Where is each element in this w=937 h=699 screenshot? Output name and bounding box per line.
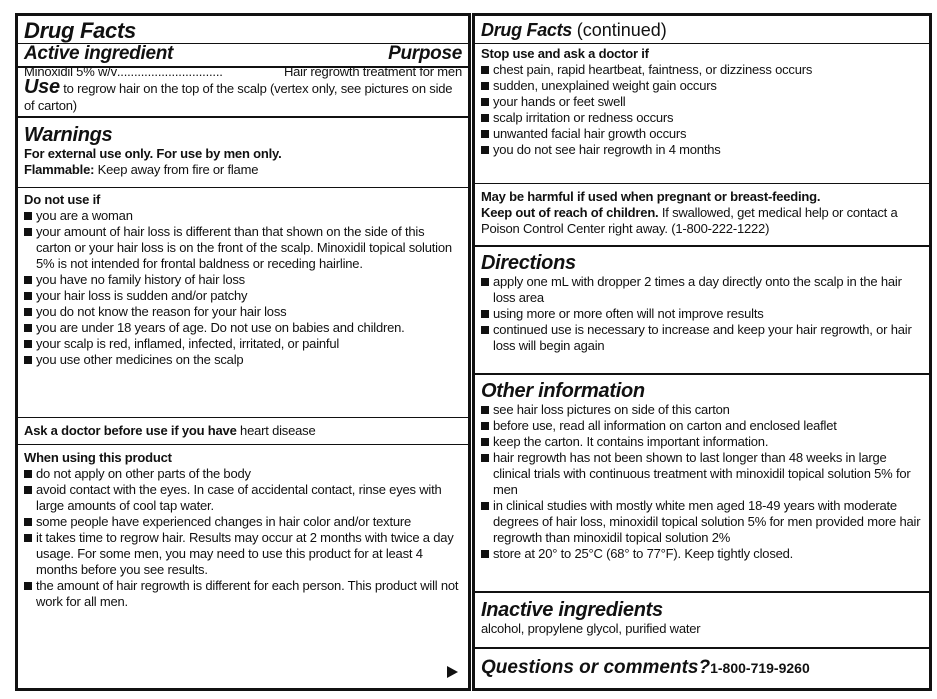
do-not-use-item-text: you are a woman [36, 208, 133, 223]
bullet-square-icon [24, 534, 32, 542]
direction-item [481, 306, 923, 322]
stop-use-list [481, 62, 923, 158]
bullet-square-icon [24, 486, 32, 494]
stop-use-item [481, 94, 923, 110]
drug-facts-label [15, 13, 932, 691]
questions-section [475, 649, 929, 682]
stop-use-item [481, 126, 923, 142]
use-text: to regrow hair on the top of the scalp (vertex only, see pictures on side of carton) [24, 81, 453, 113]
do-not-use-item [24, 272, 462, 288]
bullet-square-icon [481, 310, 489, 318]
directions-heading: Directions [481, 252, 576, 274]
when-using-item-text: some people have experienced changes in hair color and/or texture [36, 514, 412, 529]
do-not-use-item-text: your hair loss is sudden and/or patchy [36, 288, 248, 303]
continued-suffix: (continued) [576, 20, 667, 40]
other-information-item [481, 418, 923, 434]
do-not-use-item-text: your scalp is red, inflamed, infected, irritated, or painful [36, 336, 340, 351]
stop-use-item [481, 110, 923, 126]
other-information-item-text: before use, read all information on carton and enclosed leaflet [493, 418, 837, 433]
do-not-use-item-text: you do not know the reason for your hair loss [36, 304, 287, 319]
use-section [18, 68, 468, 118]
inactive-heading: Inactive ingredients [481, 599, 663, 621]
keep-out-text: If swallowed, get medical help or contact a Poison Control Center right away. (1-800-222-1222) [481, 205, 898, 236]
do-not-use-item [24, 288, 462, 304]
continued-title: Drug Facts [481, 20, 573, 40]
ingredient-name: Minoxidil 5% w/v [24, 64, 117, 79]
other-information-item [481, 402, 923, 418]
direction-item-text: using more or more often will not improve results [493, 306, 764, 321]
bullet-square-icon [481, 454, 489, 462]
other-information-item [481, 434, 923, 450]
bullet-square-icon [481, 82, 489, 90]
bullet-square-icon [481, 114, 489, 122]
bullet-square-icon [24, 228, 32, 236]
do-not-use-item-text: you use other medicines on the scalp [36, 352, 244, 367]
direction-item [481, 274, 923, 306]
bullet-square-icon [24, 308, 32, 316]
bullet-square-icon [481, 406, 489, 414]
bullet-square-icon [481, 438, 489, 446]
drug-facts-left-panel [15, 13, 471, 691]
bullet-square-icon [24, 212, 32, 220]
when-using-item-text: it takes time to regrow hair. Results may occur at 2 months with twice a day usage. For some men, you may need to use this product for at least 4 months before you see results. [36, 530, 454, 577]
stop-use-item-text: scalp irritation or redness occurs [493, 110, 674, 125]
stop-use-item-text: you do not see hair regrowth in 4 months [493, 142, 721, 157]
directions-section [475, 247, 929, 375]
direction-item-text: apply one mL with dropper 2 times a day directly onto the scalp in the hair loss area [493, 274, 902, 305]
bullet-square-icon [481, 278, 489, 286]
stop-use-item-text: unwanted facial hair growth occurs [493, 126, 687, 141]
when-using-item [24, 466, 462, 482]
ask-doctor-label: Ask a doctor before use if you have [24, 423, 237, 438]
bullet-square-icon [481, 422, 489, 430]
stop-use-item-text: your hands or feet swell [493, 94, 626, 109]
bullet-square-icon [24, 518, 32, 526]
do-not-use-heading: Do not use if [24, 192, 101, 207]
questions-heading: Questions or comments? [481, 657, 711, 678]
do-not-use-item [24, 208, 462, 224]
bullet-square-icon [24, 470, 32, 478]
direction-item [481, 322, 923, 354]
bullet-square-icon [24, 276, 32, 284]
do-not-use-item [24, 352, 462, 368]
do-not-use-item-text: you are under 18 years of age. Do not use on babies and children. [36, 320, 405, 335]
when-using-item-text: do not apply on other parts of the body [36, 466, 251, 481]
stop-use-item-text: chest pain, rapid heartbeat, faintness, or dizziness occurs [493, 62, 813, 77]
bullet-square-icon [24, 582, 32, 590]
inactive-text: alcohol, propylene glycol, purified water [481, 621, 701, 636]
bullet-square-icon [24, 340, 32, 348]
directions-list [481, 274, 923, 354]
drug-facts-title: Drug Facts [24, 18, 136, 43]
do-not-use-item [24, 336, 462, 352]
bullet-square-icon [481, 146, 489, 154]
warnings-section [18, 118, 468, 188]
pregnancy-warning: May be harmful if used when pregnant or breast-feeding. [481, 189, 821, 204]
bullet-square-icon [24, 324, 32, 332]
other-information-item [481, 450, 923, 498]
bullet-square-icon [481, 66, 489, 74]
keep-out-label: Keep out of reach of children. [481, 205, 659, 220]
do-not-use-item-text: you have no family history of hair loss [36, 272, 245, 287]
external-use-warning: For external use only. For use by men only. [24, 146, 282, 161]
flammable-label: Flammable: [24, 162, 95, 177]
bullet-square-icon [481, 130, 489, 138]
do-not-use-list [24, 208, 462, 368]
bullet-square-icon [24, 292, 32, 300]
active-ingredient-section [18, 16, 468, 79]
stop-use-item [481, 62, 923, 78]
ask-doctor-text: heart disease [240, 423, 316, 438]
other-information-section [475, 375, 929, 593]
bullet-square-icon [481, 502, 489, 510]
stop-use-item [481, 142, 923, 158]
bullet-square-icon [481, 98, 489, 106]
when-using-list [24, 466, 462, 610]
when-using-item [24, 578, 462, 610]
other-information-item [481, 546, 923, 562]
use-heading: Use [24, 76, 60, 98]
do-not-use-item [24, 320, 462, 336]
ask-doctor-section [18, 418, 468, 445]
other-information-list [481, 402, 923, 562]
inactive-ingredients-section [475, 593, 929, 649]
bullet-square-icon [24, 356, 32, 364]
warnings-heading: Warnings [24, 124, 113, 146]
other-information-item-text: hair regrowth has not been shown to last longer than 48 weeks in large clinical trials with continuous treatment with minoxidil topical solution 5% for men [493, 450, 911, 497]
when-using-item [24, 530, 462, 578]
pregnancy-section [475, 184, 929, 247]
other-information-item-text: keep the carton. It contains important information. [493, 434, 769, 449]
other-information-heading: Other information [481, 380, 645, 402]
direction-item-text: continued use is necessary to increase and keep your hair regrowth, or hair loss will begin again [493, 322, 912, 353]
flammable-text: Keep away from fire or flame [97, 162, 259, 177]
when-using-item [24, 482, 462, 514]
other-information-item-text: store at 20° to 25°C (68° to 77°F). Keep tightly closed. [493, 546, 794, 561]
do-not-use-section [18, 188, 468, 418]
other-information-item-text: in clinical studies with mostly white men aged 18-49 years with moderate degrees of hair loss, minoxidil topical solution 5% for men provided more hair regrowth than minoxidil topical solution 2% [493, 498, 921, 545]
when-using-section [18, 445, 468, 688]
active-ingredient-heading: Active ingredient [24, 43, 174, 64]
continue-arrow-icon [447, 666, 458, 678]
bullet-square-icon [481, 550, 489, 558]
when-using-item [24, 514, 462, 530]
stop-use-item [481, 78, 923, 94]
do-not-use-item [24, 224, 462, 272]
ingredient-purpose: Hair regrowth treatment for men [283, 64, 462, 79]
stop-use-section [475, 16, 929, 184]
when-using-heading: When using this product [24, 450, 172, 465]
other-information-item-text: see hair loss pictures on side of this carton [493, 402, 730, 417]
when-using-item-text: the amount of hair regrowth is different for each person. This product will not work for all men. [36, 578, 459, 609]
bullet-square-icon [481, 326, 489, 334]
leader-dots: ............................... [116, 64, 223, 79]
stop-use-heading: Stop use and ask a doctor if [481, 46, 649, 61]
drug-facts-right-panel [472, 13, 932, 691]
other-information-item [481, 498, 923, 546]
do-not-use-item-text: your amount of hair loss is different than that shown on the side of this carton or your hair loss is on the front of the scalp. Minoxidil topical solution 5% is not intended for frontal baldness or receding hairline. [36, 224, 452, 271]
purpose-heading: Purpose [388, 43, 462, 64]
do-not-use-item [24, 304, 462, 320]
stop-use-item-text: sudden, unexplained weight gain occurs [493, 78, 717, 93]
questions-phone: 1-800-719-9260 [710, 660, 810, 676]
when-using-item-text: avoid contact with the eyes. In case of accidental contact, rinse eyes with large amounts of cool tap water. [36, 482, 442, 513]
